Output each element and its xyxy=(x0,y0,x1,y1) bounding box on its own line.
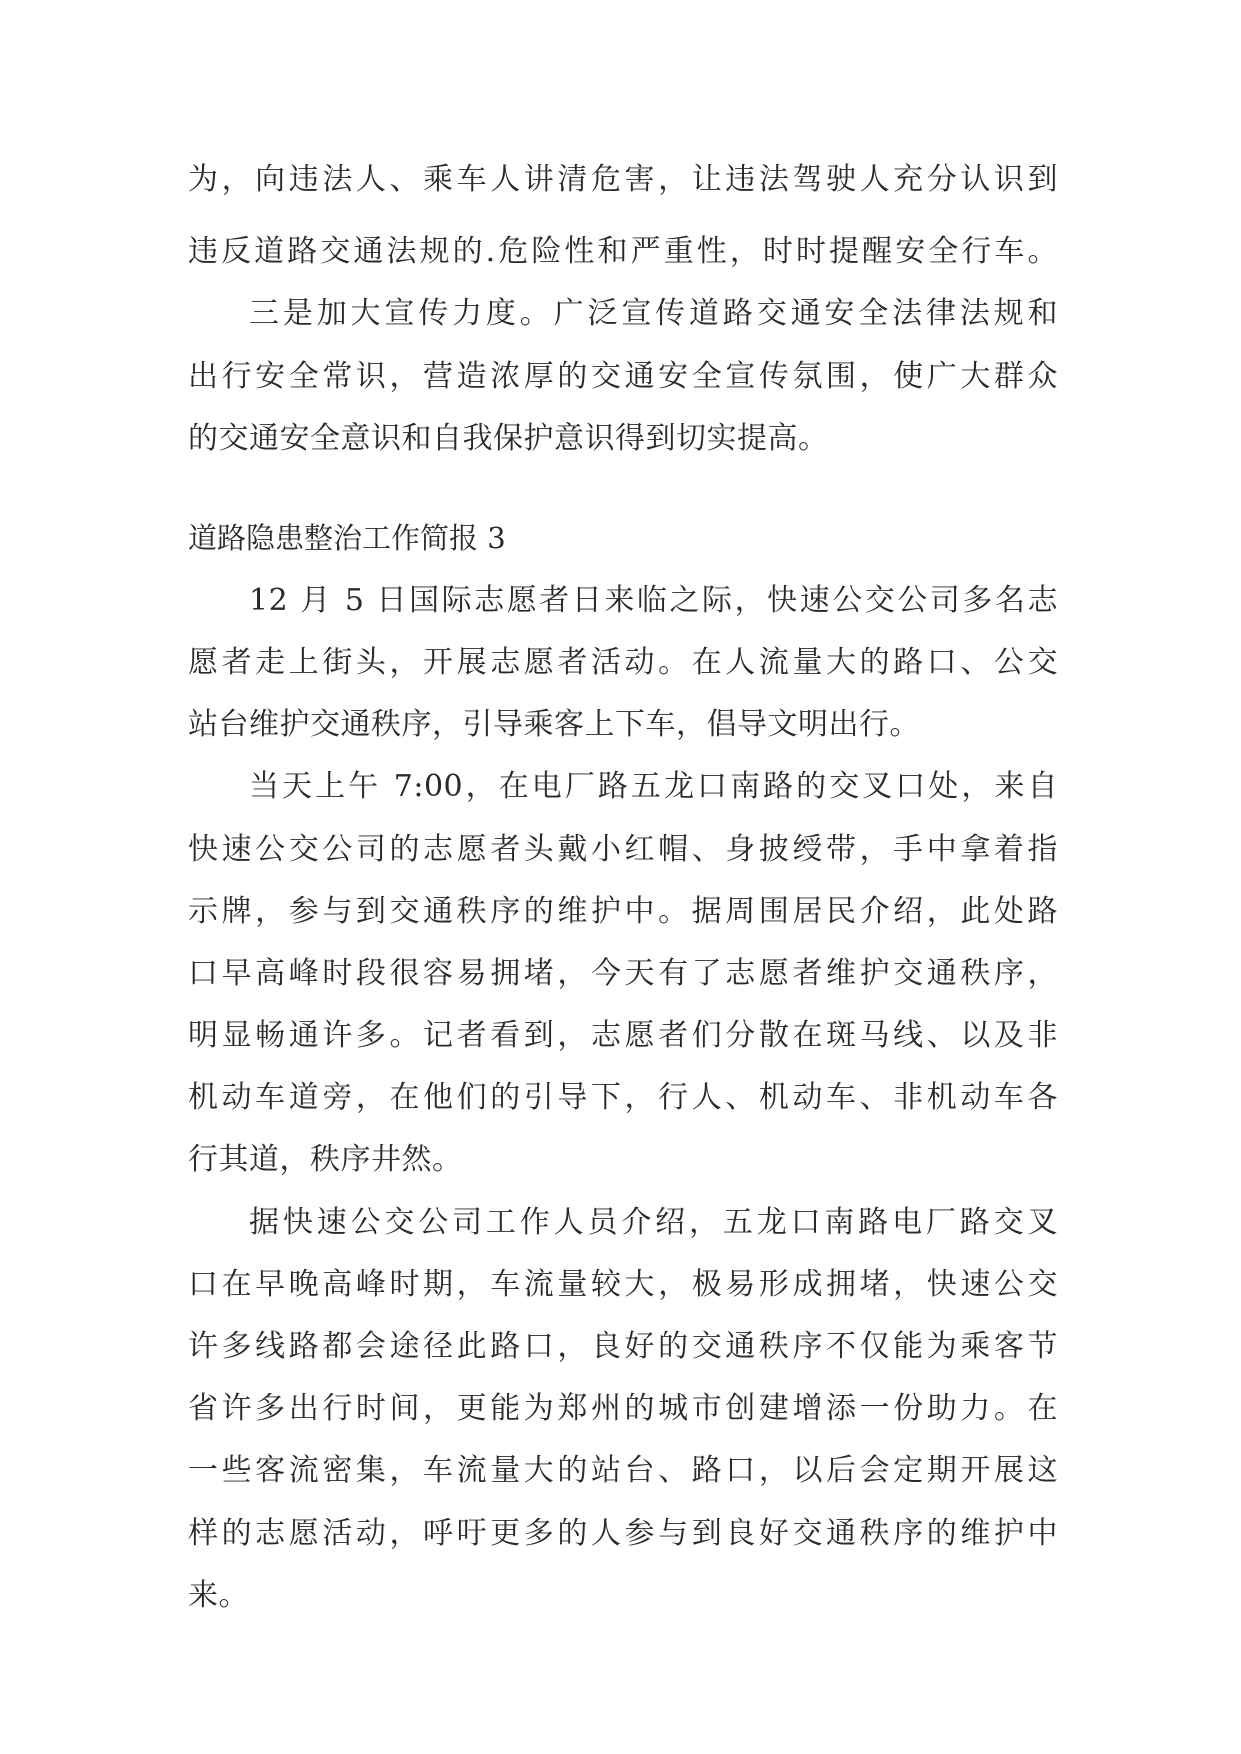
paragraph-line: 行其道，秩序井然。 xyxy=(188,1142,463,1177)
paragraph-line: 一些客流密集，车流量大的站台、路口，以后会定期开展这 xyxy=(188,1453,1058,1488)
paragraph-line: 站台维护交通秩序，引导乘客上下车，倡导文明出行。 xyxy=(188,707,920,742)
paragraph-line: 来。 xyxy=(188,1578,249,1613)
paragraph-line: 省许多出行时间，更能为郑州的城市创建增添一份助力。在 xyxy=(188,1391,1058,1426)
paragraph-line: 快速公交公司的志愿者头戴小红帽、身披绶带，手中拿着指 xyxy=(188,832,1058,867)
paragraph-line: 示牌，参与到交通秩序的维护中。据周围居民介绍，此处路 xyxy=(188,894,1058,929)
paragraph-line: 的交通安全意识和自我保护意识得到切实提高。 xyxy=(188,421,829,456)
paragraph-line: 样的志愿活动，呼吁更多的人参与到良好交通秩序的维护中 xyxy=(188,1516,1058,1551)
paragraph-line: 明显畅通许多。记者看到，志愿者们分散在斑马线、以及非 xyxy=(188,1018,1058,1053)
paragraph-line: 出行安全常识，营造浓厚的交通安全宣传氛围，使广大群众 xyxy=(188,359,1058,394)
paragraph-line: 违反道路交通法规的.危险性和严重性，时时提醒安全行车。 xyxy=(188,234,1058,269)
paragraph-line: 为，向违法人、乘车人讲清危害，让违法驾驶人充分认识到 xyxy=(188,162,1058,197)
paragraph-line: 许多线路都会途径此路口，良好的交通秩序不仅能为乘客节 xyxy=(188,1329,1058,1364)
paragraph-line: 机动车道旁，在他们的引导下，行人、机动车、非机动车各 xyxy=(188,1080,1058,1115)
paragraph-line: 据快速公交公司工作人员介绍，五龙口南路电厂路交叉 xyxy=(249,1205,1058,1240)
paragraph-line: 12 月 5 日国际志愿者日来临之际，快速公交公司多名志 xyxy=(249,583,1058,618)
paragraph-line: 愿者走上街头，开展志愿者活动。在人流量大的路口、公交 xyxy=(188,645,1058,680)
paragraph-line: 当天上午 7:00，在电厂路五龙口南路的交叉口处，来自 xyxy=(249,769,1058,804)
paragraph-line: 口早高峰时段很容易拥堵，今天有了志愿者维护交通秩序， xyxy=(188,956,1058,991)
paragraph-line: 三是加大宣传力度。广泛宣传道路交通安全法律法规和 xyxy=(249,296,1058,331)
paragraph-line: 口在早晚高峰时期，车流量较大，极易形成拥堵，快速公交 xyxy=(188,1267,1058,1302)
section-heading: 道路隐患整治工作简报 3 xyxy=(188,521,506,555)
